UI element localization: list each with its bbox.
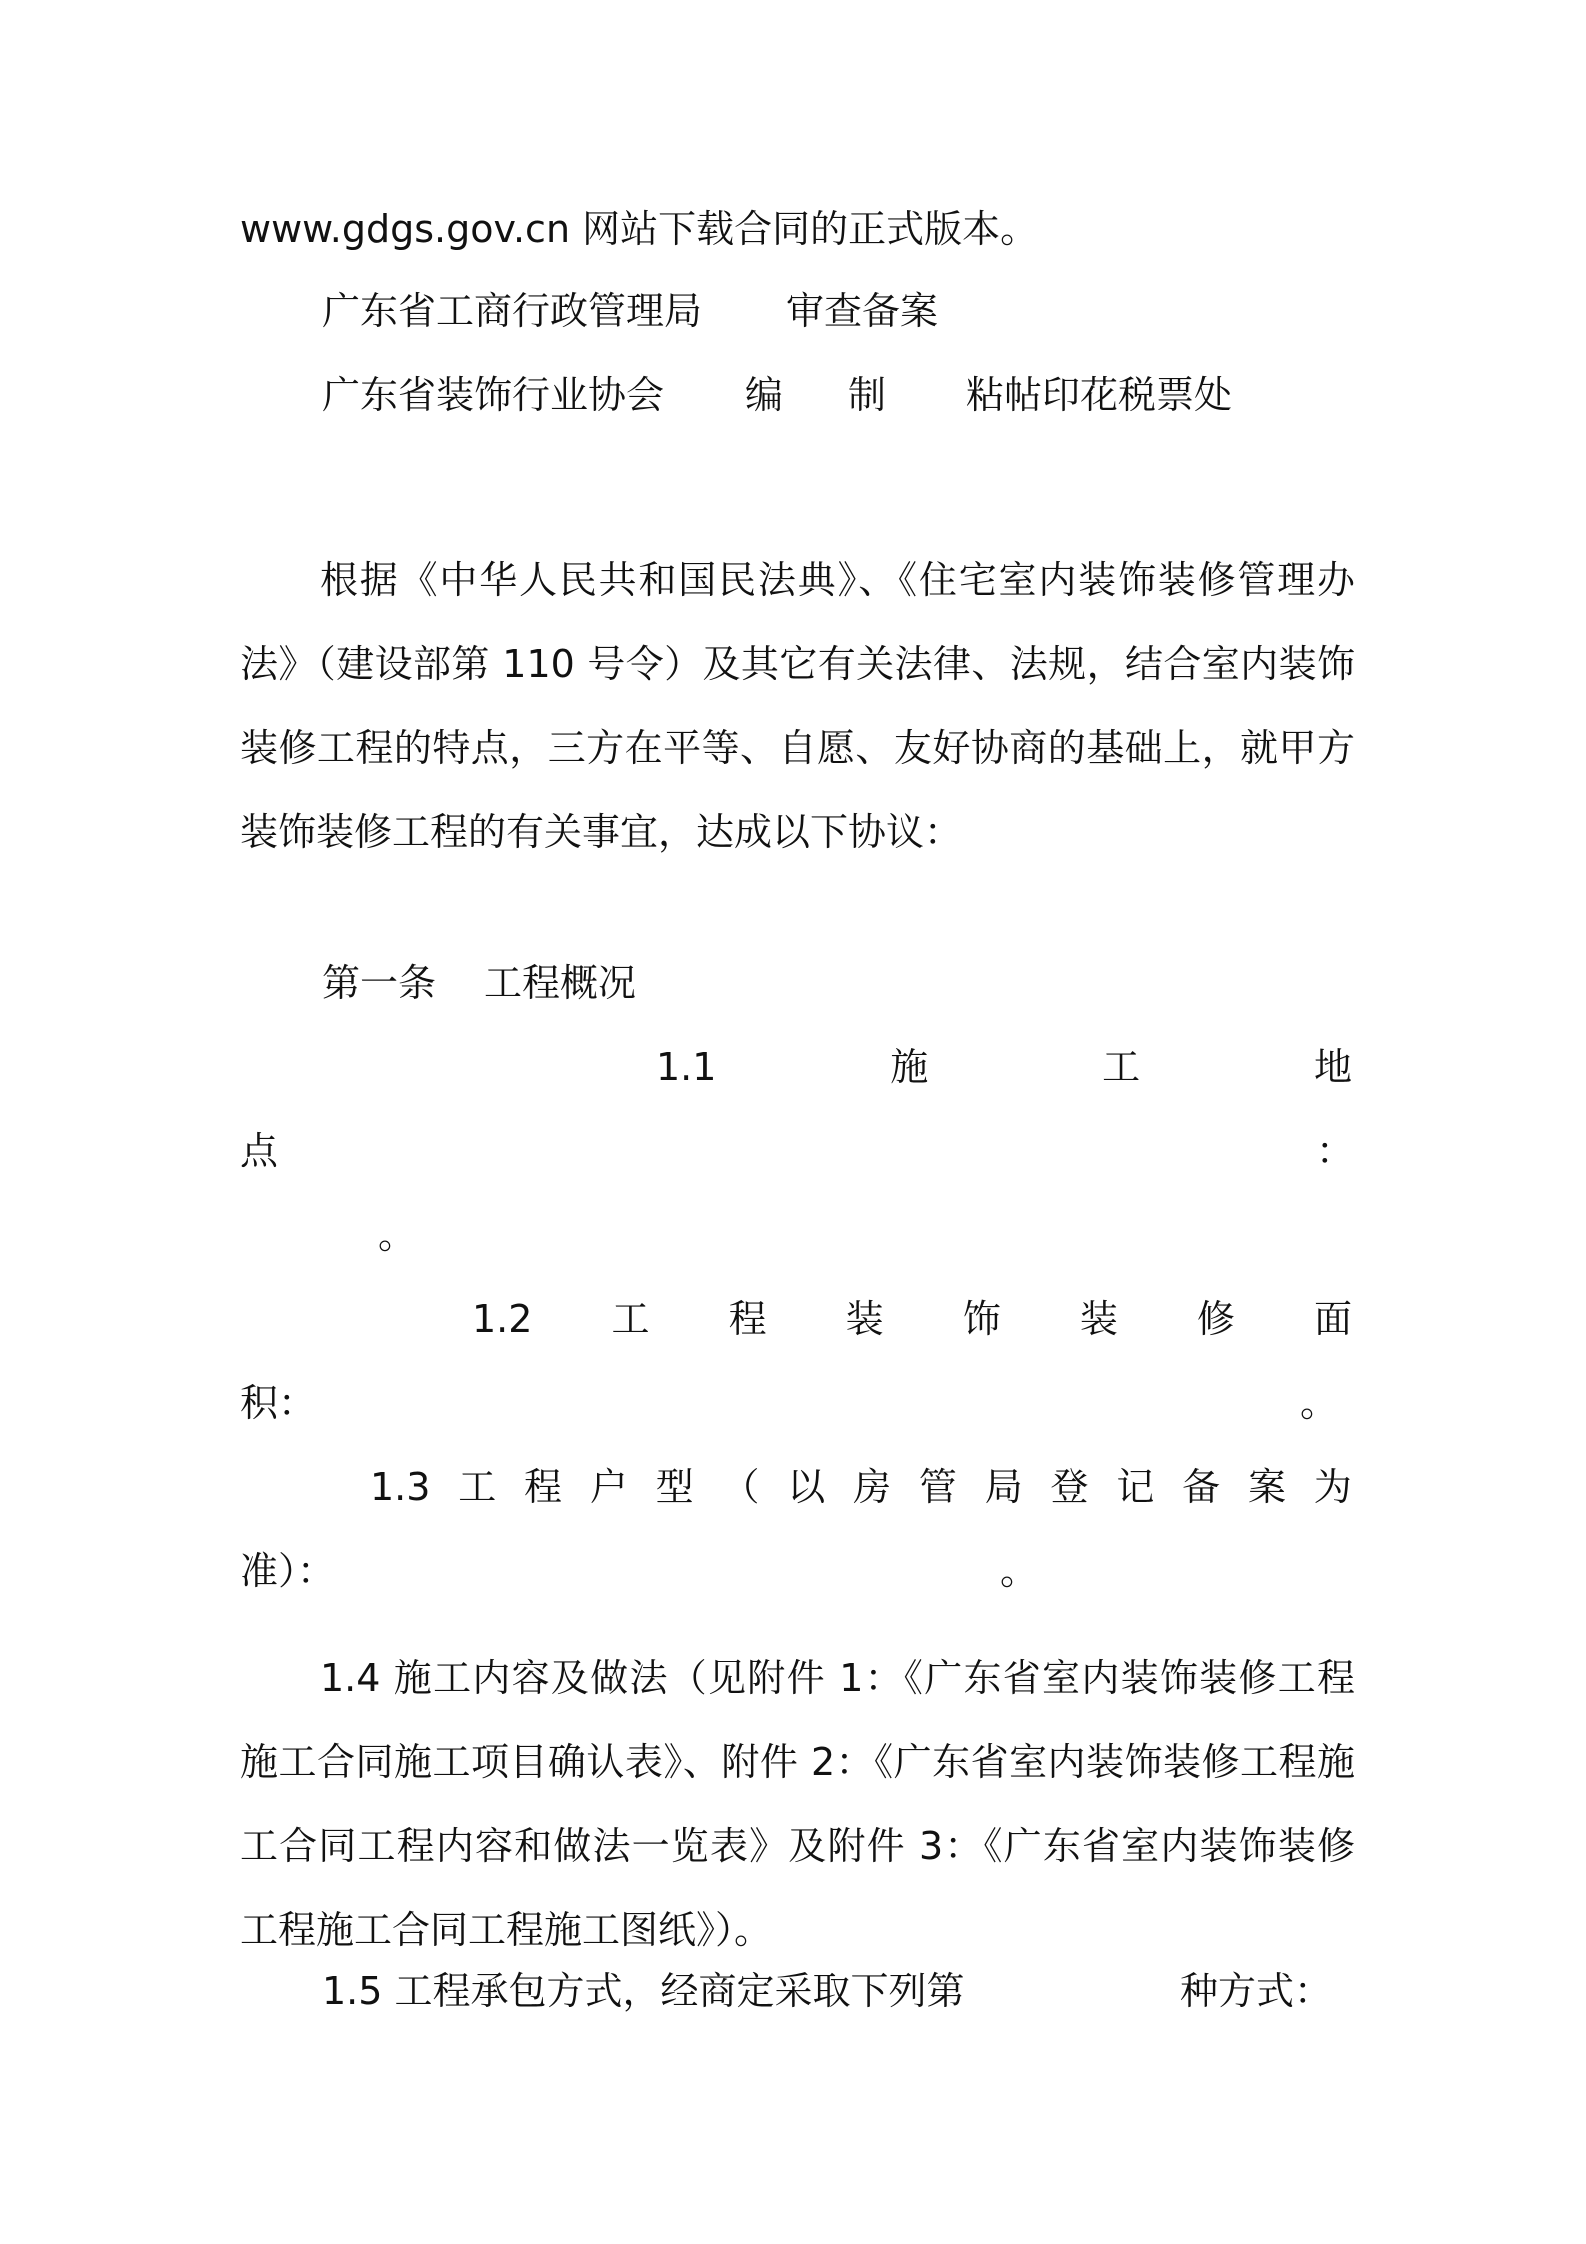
item-1-1-line2-left: 点 (240, 1129, 279, 1173)
item-1-2-char: 修 (1196, 1297, 1235, 1341)
website-note: www.gdgs.gov.cn 网站下载合同的正式版本。 (240, 207, 1039, 251)
item-1-3-line2-right: 。 (1000, 1549, 1039, 1593)
item-1-4-text: 1.4 施工内容及做法（见附件 1：《广东省室内装饰装修工程施工合同施工项目确认表》、附件 2：《广东省室内装饰装修工程施工合同工程内容和做法一览表》及附件 3：《广东省室内装饰装修工程施工合同工程施工图纸》）。 (240, 1656, 1355, 1952)
item-1-2-char: 面 (1313, 1297, 1352, 1341)
article-1-number: 第一条 (322, 961, 437, 1005)
item-1-3-char: 局 (984, 1465, 1023, 1509)
preamble-text: 根据《中华人民共和国民法典》、《住宅室内装饰装修管理办法》（建设部第 110 号令）及其它有关法律、法规，结合室内装饰装修工程的特点，三方在平等、自愿、友好协商的基础上，就甲方装饰装修工程的有关事宜，达成以下协议： (240, 558, 1355, 854)
item-1-1-line3: 。 (378, 1213, 417, 1257)
item-1-3-char: 备 (1182, 1465, 1221, 1509)
item-1-2-char: 装 (845, 1297, 884, 1341)
item-1-2-char: 装 (1079, 1297, 1118, 1341)
item-1-1-line (656, 1045, 1352, 1089)
item-1-1-char: 施 (890, 1045, 929, 1089)
item-1-3-char: （ (721, 1465, 760, 1509)
item-1-5-left: 1.5 工程承包方式，经商定采取下列第 (322, 1969, 965, 2013)
compiler-org: 广东省装饰行业协会 (322, 373, 665, 417)
item-1-3-char: 为 (1313, 1465, 1352, 1509)
item-1-3-char: 登 (1050, 1465, 1089, 1509)
item-1-3-char: 户 (589, 1465, 628, 1509)
preamble-paragraph (240, 538, 1355, 874)
item-1-3-char: 管 (918, 1465, 957, 1509)
item-1-1-line2-right: ： (1316, 1129, 1355, 1173)
item-1-3-char: 1.3 (370, 1465, 431, 1509)
item-1-3-line (370, 1465, 1352, 1509)
item-1-2-line (472, 1297, 1352, 1341)
item-1-3-char: 房 (853, 1465, 892, 1509)
item-1-1-char: 工 (1102, 1045, 1141, 1089)
item-1-2-line2-left: 积： (240, 1381, 317, 1425)
stamp-duty-place: 粘帖印花税票处 (966, 373, 1233, 417)
item-1-2-char: 工 (611, 1297, 650, 1341)
item-1-3-char: 案 (1247, 1465, 1286, 1509)
item-1-2-line2-right: 。 (1300, 1381, 1339, 1425)
item-1-5-right: 种方式： (1180, 1969, 1333, 2013)
item-1-2-char: 1.2 (472, 1297, 533, 1341)
article-1-title: 工程概况 (484, 961, 637, 1005)
item-1-3-char: 记 (1116, 1465, 1155, 1509)
item-1-1-char: 地 (1313, 1045, 1352, 1089)
item-1-1-char: 1.1 (656, 1045, 717, 1089)
item-1-3-line2-left: 准）： (240, 1549, 336, 1593)
item-1-3-char: 程 (524, 1465, 563, 1509)
registration-action: 审查备案 (786, 289, 939, 333)
item-1-3-char: 以 (787, 1465, 826, 1509)
compiler-action-2: 制 (848, 373, 887, 417)
item-1-2-char: 程 (728, 1297, 767, 1341)
registration-org: 广东省工商行政管理局 (322, 289, 703, 333)
item-1-3-char: 型 (655, 1465, 694, 1509)
item-1-3-char: 工 (458, 1465, 497, 1509)
compiler-action-1: 编 (745, 373, 784, 417)
item-1-2-char: 饰 (962, 1297, 1001, 1341)
item-1-4-paragraph (240, 1636, 1355, 1972)
